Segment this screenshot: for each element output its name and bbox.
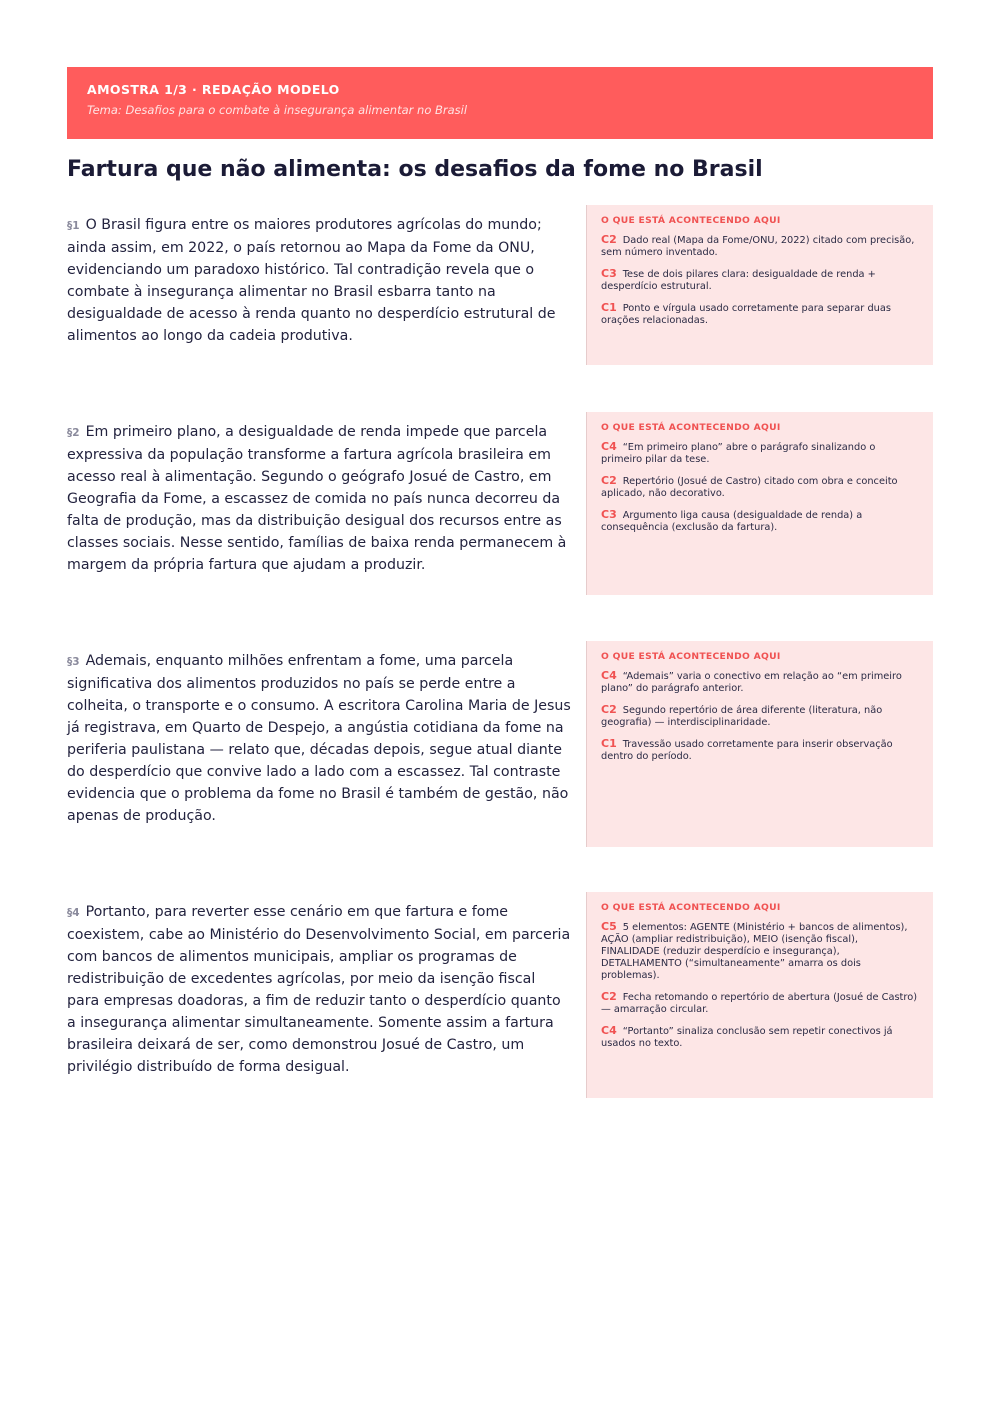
commentary-item bbox=[601, 475, 919, 500]
commentary-item bbox=[601, 670, 919, 695]
competency-code: C4 bbox=[601, 669, 617, 682]
competency-code: C3 bbox=[601, 267, 617, 280]
paragraph-number: §1 bbox=[67, 220, 80, 232]
paragraph-number: §3 bbox=[67, 656, 80, 668]
commentary-heading: O QUE ESTÁ ACONTECENDO AQUI bbox=[601, 215, 781, 226]
competency-code: C2 bbox=[601, 703, 617, 716]
commentary-heading: O QUE ESTÁ ACONTECENDO AQUI bbox=[601, 422, 781, 433]
paragraph-number: §2 bbox=[67, 427, 80, 439]
essay-theme: Tema: Desafios para o combate à insegurança alimentar no Brasil bbox=[87, 103, 468, 117]
competency-code: C2 bbox=[601, 233, 617, 246]
commentary-item bbox=[601, 234, 919, 259]
commentary-heading: O QUE ESTÁ ACONTECENDO AQUI bbox=[601, 651, 781, 662]
commentary-text: Fecha retomando o repertório de abertura (Josué de Castro) — amarração circular. bbox=[601, 992, 918, 1015]
competency-code: C5 bbox=[601, 920, 617, 933]
paragraph-text: Ademais, enquanto milhões enfrentam a fome, uma parcela significativa dos alimentos produzidos no país se perde entre a colheita, o transporte e o consumo. A escritora Carolina Maria de Jesus já registrava, em Quarto de Despejo, a angústia cotidiana da fome na periferia paulistana — relato que, décadas depois, segue atual diante do desperdício que convive lado a lado com a escassez. Tal contraste evidencia que o problema da fome no Brasil é também de gestão, não apenas de produção. bbox=[67, 653, 571, 824]
commentary-item bbox=[601, 441, 919, 466]
commentary-item bbox=[601, 738, 919, 763]
header-banner bbox=[67, 67, 933, 139]
commentary-text: Segundo repertório de área diferente (literatura, não geografia) — interdisciplinaridade. bbox=[601, 705, 883, 728]
paragraph bbox=[67, 650, 572, 827]
commentary-box bbox=[586, 205, 933, 365]
competency-code: C1 bbox=[601, 737, 617, 750]
commentary-item bbox=[601, 704, 919, 729]
commentary-text: “Ademais” varia o conectivo em relação ao “em primeiro plano” do parágrafo anterior. bbox=[601, 671, 902, 694]
commentary-item bbox=[601, 268, 919, 293]
paragraph bbox=[67, 901, 572, 1078]
paragraph-text: Portanto, para reverter esse cenário em que fartura e fome coexistem, cabe ao Ministério do Desenvolvimento Social, em parceria com bancos de alimentos municipais, ampliar os programas de redistribuição de excedentes agrícolas, por meio da isenção fiscal para empresas doadoras, a fim de reduzir tanto o desperdício quanto a insegurança alimentar simultaneamente. Somente assim a fartura brasileira deixará de ser, como demonstrou Josué de Castro, um privilégio distribuído de forma desigual. bbox=[67, 904, 571, 1075]
paragraph bbox=[67, 214, 572, 347]
commentary-item bbox=[601, 302, 919, 327]
competency-code: C2 bbox=[601, 474, 617, 487]
competency-code: C1 bbox=[601, 301, 617, 314]
commentary-item bbox=[601, 1025, 919, 1050]
paragraph-text: O Brasil figura entre os maiores produtores agrícolas do mundo; ainda assim, em 2022, o país retornou ao Mapa da Fome da ONU, evidenciando um paradoxo histórico. Tal contradição revela que o combate à insegurança alimentar no Brasil esbarra tanto na desigualdade de acesso à renda quanto no desperdício estrutural de alimentos ao longo da cadeia produtiva. bbox=[67, 217, 556, 344]
paragraph bbox=[67, 421, 572, 576]
competency-code: C3 bbox=[601, 508, 617, 521]
essay-title: Fartura que não alimenta: os desafios da fome no Brasil bbox=[67, 157, 763, 182]
commentary-text: “Em primeiro plano” abre o parágrafo sinalizando o primeiro pilar da tese. bbox=[601, 442, 876, 465]
commentary-text: Ponto e vírgula usado corretamente para separar duas orações relacionadas. bbox=[601, 303, 891, 326]
commentary-item bbox=[601, 921, 919, 982]
commentary-text: Tese de dois pilares clara: desigualdade de renda + desperdício estrutural. bbox=[601, 269, 876, 292]
commentary-text: “Portanto” sinaliza conclusão sem repetir conectivos já usados no texto. bbox=[601, 1026, 893, 1049]
commentary-text: Repertório (Josué de Castro) citado com obra e conceito aplicado, não decorativo. bbox=[601, 476, 898, 499]
commentary-box bbox=[586, 892, 933, 1098]
commentary-text: Travessão usado corretamente para inserir observação dentro do período. bbox=[601, 739, 893, 762]
commentary-item bbox=[601, 509, 919, 534]
competency-code: C4 bbox=[601, 440, 617, 453]
competency-code: C2 bbox=[601, 990, 617, 1003]
commentary-text: 5 elementos: AGENTE (Ministério + bancos de alimentos), AÇÃO (ampliar redistribuição), MEIO (isenção fiscal), FINALIDADE (reduzir desperdício e insegurança), DETALHAMENTO (“simultaneamente” amarra os dois problemas). bbox=[601, 922, 908, 981]
commentary-text: Dado real (Mapa da Fome/ONU, 2022) citado com precisão, sem número inventado. bbox=[601, 235, 915, 258]
competency-code: C4 bbox=[601, 1024, 617, 1037]
commentary-heading: O QUE ESTÁ ACONTECENDO AQUI bbox=[601, 902, 781, 913]
commentary-text: Argumento liga causa (desigualdade de renda) a consequência (exclusão da fartura). bbox=[601, 510, 863, 533]
paragraph-text: Em primeiro plano, a desigualdade de renda impede que parcela expressiva da população transforme a fartura agrícola brasileira em acesso real à alimentação. Segundo o geógrafo Josué de Castro, em Geografia da Fome, a escassez de comida no país nunca decorreu da falta de produção, mas da distribuição desigual dos recursos entre as classes sociais. Nesse sentido, famílias de baixa renda permanecem à margem da própria fartura que ajudam a produzir. bbox=[67, 424, 567, 573]
commentary-box bbox=[586, 412, 933, 595]
commentary-item bbox=[601, 991, 919, 1016]
paragraph-number: §4 bbox=[67, 907, 80, 919]
commentary-box bbox=[586, 641, 933, 847]
sample-label: AMOSTRA 1/3 · REDAÇÃO MODELO bbox=[87, 82, 340, 97]
